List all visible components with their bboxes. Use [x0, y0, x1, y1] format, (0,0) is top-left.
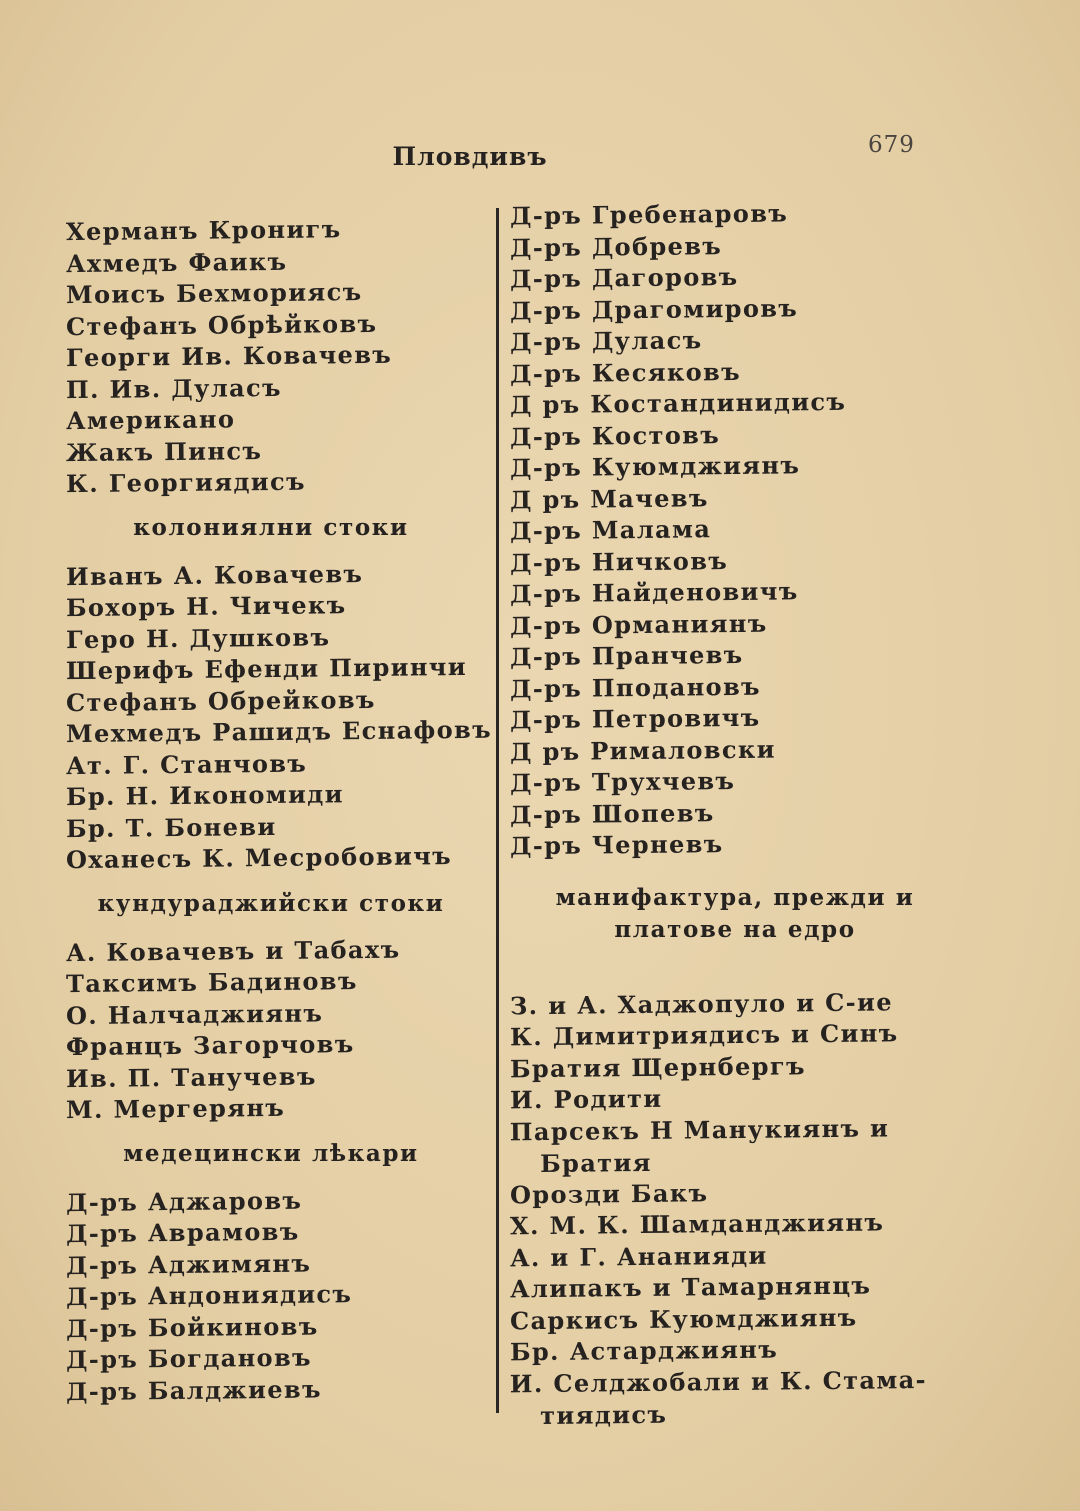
list-item: Бр. Т. Боневи [65, 811, 277, 843]
list-item: Францъ Загорчовъ [65, 1029, 355, 1062]
list-item: Д-ръ Куюмджиянъ [509, 450, 801, 483]
list-item-continuation: Братия [540, 1146, 652, 1178]
list-item: Д-ръ Трухчевъ [509, 765, 736, 798]
list-item: Х. М. К. Шамданджиянъ [509, 1207, 885, 1241]
list-item: Георги Ив. Ковачевъ [65, 339, 393, 373]
left-group-4 [66, 1185, 476, 1406]
list-item: Д-ръ Костовъ [509, 419, 721, 451]
list-item: Д-ръ Богдановъ [65, 1342, 313, 1375]
right-group-1 [510, 198, 960, 860]
list-item: Д-ръ Балджиевъ [65, 1373, 322, 1406]
list-item: Херманъ Кронигъ [65, 214, 342, 247]
column-divider [496, 208, 499, 1413]
list-item: А. Ковачевъ и Табахъ [65, 934, 401, 967]
list-item: Д-ръ Шопевъ [509, 797, 715, 829]
list-item-continuation: тиядисъ [540, 1398, 668, 1430]
right-group-2 [510, 988, 960, 1429]
list-item: Д-ръ Андониядисъ [65, 1279, 353, 1312]
list-item: Бр. Н. Икономиди [65, 779, 344, 812]
section-heading-colonial-goods: колониялни стоки [133, 513, 409, 541]
list-item: И. Родити [509, 1083, 663, 1115]
section-heading-shoe-goods: кундураджийски стоки [97, 889, 445, 917]
list-item: П. Ив. Дуласъ [65, 372, 282, 404]
list-item: Д-ръ Аврамовъ [65, 1216, 300, 1249]
list-item: Моисъ Бехмориясъ [65, 277, 363, 310]
list-item: Д-ръ Бойкиновъ [65, 1311, 319, 1343]
list-item: Д-ръ Кесяковъ [509, 356, 742, 388]
list-item: Бохоръ Н. Чичекъ [65, 590, 347, 623]
list-item: Жакъ Пинсъ [65, 435, 263, 467]
list-item: З. и А. Хаджопуло и С-ие [509, 986, 894, 1020]
list-item: Д ръ Мачевъ [509, 482, 709, 514]
list-item: Ат. Г. Станчовъ [65, 748, 308, 780]
list-item: Д-ръ Черневъ [509, 829, 724, 861]
list-item: Д-ръ Найденовичъ [509, 576, 799, 609]
list-item: Геро Н. Душковъ [65, 621, 331, 654]
list-item: Оханесъ К. Месробовичъ [65, 841, 453, 875]
left-group-1 [66, 214, 476, 498]
list-item: О. Налчаджиянъ [65, 997, 324, 1030]
list-item: Ахмедъ Фаикъ [65, 246, 288, 278]
section-heading-manufactures: манифактура, прежди и платове на едро [555, 883, 915, 943]
list-item: Д-ръ Драгомировъ [509, 292, 799, 325]
left-group-2 [65, 558, 493, 875]
list-item: Д-ръ Дагоровъ [509, 261, 739, 294]
list-item: Мехмедъ Рашидъ Еснафовъ [65, 714, 493, 749]
list-item: Иванъ А. Ковачевъ [65, 558, 364, 591]
list-item: Алипакъ и Тамарнянцъ [509, 1270, 872, 1304]
page-title: Пловдивъ [392, 142, 548, 171]
list-item: Д-ръ Малама [509, 514, 712, 546]
list-item: Американо [65, 404, 236, 436]
list-item: Стефанъ Обрейковъ [65, 684, 376, 717]
list-item: Д-ръ Петровичъ [509, 702, 761, 735]
list-item: Д-ръ Орманиянъ [509, 608, 768, 640]
list-item: Таксимъ Бадиновъ [65, 966, 358, 999]
list-item: Д ръ Костандинидисъ [509, 386, 847, 420]
list-item [510, 1363, 961, 1431]
list-item: Шерифъ Ефенди Пиринчи [65, 651, 468, 686]
list-item: Д-ръ Дуласъ [509, 325, 703, 357]
list-item: К. Димитриядисъ и Синъ [509, 1018, 899, 1052]
section-heading-physicians: медецински лѣкари [123, 1139, 419, 1167]
list-item: Д-ръ Аджимянъ [65, 1248, 312, 1280]
list-item: Д-ръ Пподановъ [509, 671, 762, 703]
list-item: Д ръ Рималовски [509, 734, 776, 766]
list-item: Д-ръ Гребенаровъ [509, 198, 789, 231]
list-item: Братия Щернбергъ [509, 1050, 806, 1083]
page-number: 679 [868, 132, 915, 158]
list-item: Ив. П. Танучевъ [65, 1061, 317, 1093]
list-item: А. и Г. Ананияди [509, 1240, 768, 1272]
list-item [510, 1111, 961, 1179]
list-item: Д-ръ Аджаровъ [65, 1185, 303, 1217]
list-item: Д-ръ Пранчевъ [509, 639, 744, 672]
list-item: Бр. Астарджиянъ [509, 1334, 779, 1367]
list-item: К. Георгиядисъ [65, 466, 306, 499]
list-item: М. Мергерянъ [65, 1092, 286, 1125]
right-column [510, 198, 960, 1429]
list-item: Орозди Бакъ [509, 1177, 709, 1209]
list-item-line: Парсекъ Н Манукиянъ и [509, 1112, 890, 1146]
list-item: Д-ръ Ничковъ [509, 545, 729, 577]
list-item: Стефанъ Обрѣйковъ [65, 308, 378, 341]
left-column [65, 214, 493, 1406]
list-item: Саркисъ Куюмджиянъ [509, 1302, 858, 1335]
list-item: Д-ръ Добревъ [509, 230, 723, 262]
list-item-line: И. Селджобали и К. Стама- [509, 1364, 928, 1398]
left-group-3 [66, 935, 476, 1124]
